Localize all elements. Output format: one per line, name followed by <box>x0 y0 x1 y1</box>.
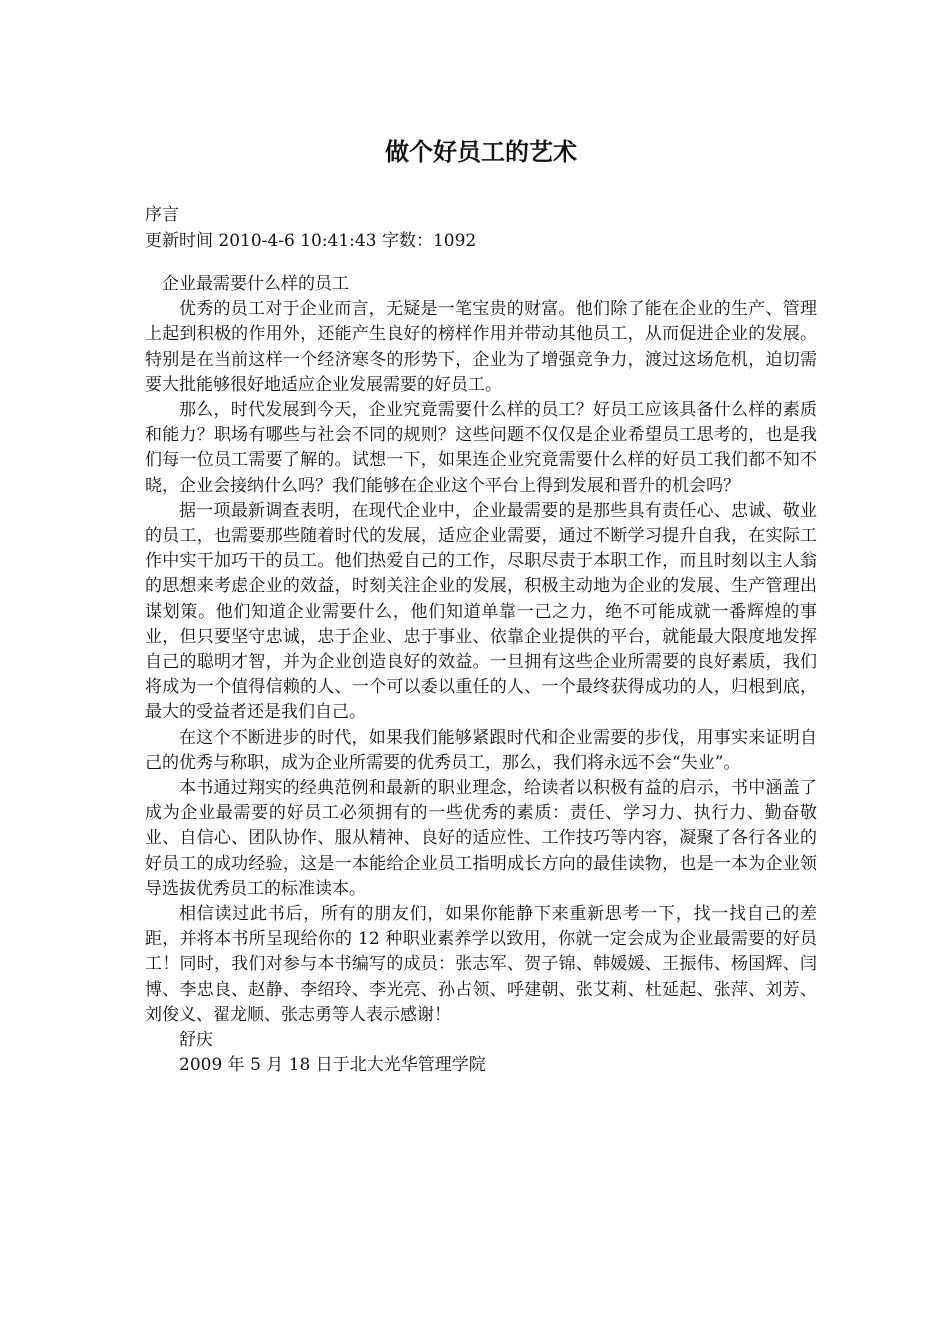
paragraph: 在这个不断进步的时代，如果我们能够紧跟时代和企业需要的步伐，用事实来证明自己的优秀与称职，成为企业所需要的优秀员工，那么，我们将永远不会“失业”。 <box>145 727 817 773</box>
paragraph: 本书通过翔实的经典范例和最新的职业理念，给读者以积极有益的启示，书中涵盖了成为企业最需要的好员工必须拥有的一些优秀的素质：责任、学习力、执行力、勤奋敬业、自信心、团队协作、服从精神、良好的适应性、工作技巧等内容，凝聚了各行各业的好员工的成功经验，这是一本能给企业员工指明成长方向的最佳读物，也是一本为企业领导选拔优秀员工的标准读本。 <box>145 778 817 899</box>
paragraph: 据一项最新调查表明，在现代企业中，企业最需要的是那些具有责任心、忠诚、敬业的员工，也需要那些随着时代的发展，适应企业需要，通过不断学习提升自我，在实际工作中实干加巧干的员工。他们热爱自己的工作，尽职尽责于本职工作，而且时刻以主人翁的思想来考虑企业的效益，时刻关注企业的发展，积极主动地为企业的发展、生产管理出谋划策。他们知道企业需要什么，他们知道单靠一己之力，绝不可能成就一番辉煌的事业，但只要坚守忠诚，忠于企业、忠于事业、依靠企业提供的平台，就能最大限度地发挥自己的聪明才智，并为企业创造良好的效益。一旦拥有这些企业所需要的良好素质，我们将成为一个值得信赖的人、一个可以委以重任的人、一个最终获得成功的人，归根到底，最大的受益者还是我们自己。 <box>145 500 817 723</box>
section-label: 序言 <box>145 205 179 225</box>
update-info: 更新时间 2010-4-6 10:41:43 字数：1092 <box>145 231 477 251</box>
signature-name: 舒庆 <box>179 1030 213 1051</box>
document-meta <box>145 202 476 254</box>
paragraph: 那么，时代发展到今天，企业究竟需要什么样的员工？好员工应该具备什么样的素质和能力？职场有哪些与社会不同的规则？这些问题不仅仅是企业希望员工思考的，也是我们每一位员工需要了解的。试想一下，如果连企业究竟需要什么样的好员工我们都不知不晓，企业会接纳什么吗？我们能够在企业这个平台上得到发展和晋升的机会吗？ <box>145 400 817 496</box>
document-body <box>145 272 817 1079</box>
paragraph: 相信读过此书后，所有的朋友们，如果你能静下来重新思考一下，找一找自己的差距，并将本书所呈现给你的 12 种职业素养学以致用，你就一定会成为企业最需要的好员工！同时，我们对参与本书编写的成员：张志军、贺子锦、韩媛媛、王振伟、杨国辉、闫博、李忠良、赵静、李绍玲、李光亮、孙占领、呼建朝、张艾莉、杜延起、张萍、刘芳、刘俊义、翟龙顺、张志勇等人表示感谢！ <box>145 904 817 1025</box>
signature-date: 2009 年 5 月 18 日于北大光华管理学院 <box>179 1055 486 1076</box>
section-heading: 企业最需要什么样的员工 <box>162 274 349 294</box>
document-title: 做个好员工的艺术 <box>385 137 577 166</box>
paragraph: 优秀的员工对于企业而言，无疑是一笔宝贵的财富。他们除了能在企业的生产、管理上起到积极的作用外，还能产生良好的榜样作用并带动其他员工，从而促进企业的发展。特别是在当前这样一个经济寒冬的形势下，企业为了增强竞争力，渡过这场危机，迫切需要大批能够很好地适应企业发展需要的好员工。 <box>145 299 817 395</box>
